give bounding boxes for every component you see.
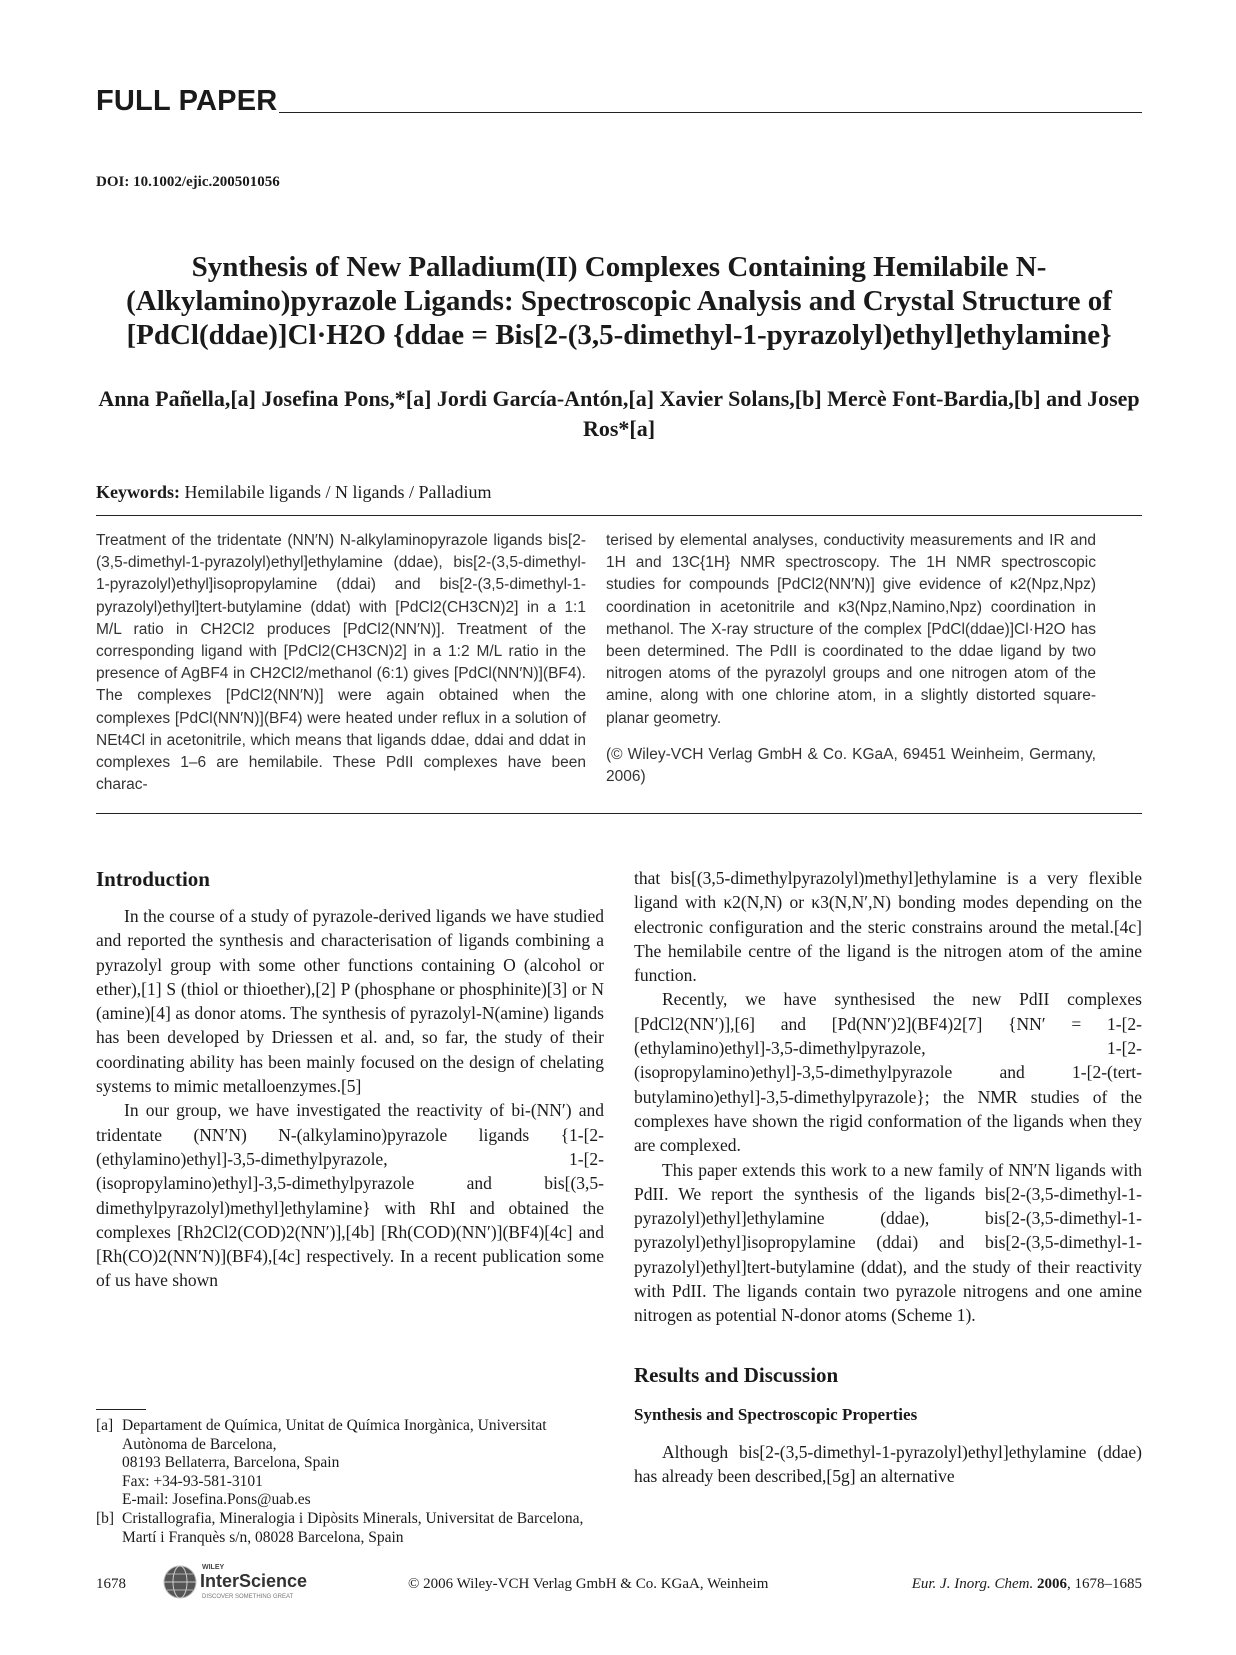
journal-name: Eur. J. Inorg. Chem. xyxy=(911,1576,1034,1592)
intro-paragraph-5: This paper extends this work to a new family of NN′N ligands with PdII. We report the synthesis of the ligands bis[2-(3,5-dimethyl-1-pyrazolyl)ethyl]ethylamine (ddae), bis[2-(3,5-dimethyl-1-pyrazolyl)ethyl]isopropylamine (ddai) and bis[2-(3,5-dimethyl-1-pyrazolyl)ethyl]tert-butylamine (ddat), and the study of their reactivity with PdII. The ligands contain two pyrazole nitrogens and one amine nitrogen as potential N-donor atoms (Scheme 1). xyxy=(634,1159,1142,1326)
abstract-text-right: terised by elemental analyses, conductivity measurements and IR and 1H and 13C{1H} NMR spectroscopy. The 1H NMR spectroscopic studies for compounds [PdCl2(NN′N)] give evidence of κ2(Npz,Npz) coordination in acetonitrile and κ3(Npz,Namino,Npz) coordination in methanol. The X-ray structure of the complex [PdCl(ddae)]Cl·H2O has been determined. The PdII is coordinated to the ddae ligand by two nitrogen atoms of the pyrazolyl groups and one nitrogen atom of the amine, along with one chlorine atom, in a slightly distorted square-planar geometry. xyxy=(606,532,1096,727)
affiliation-b-line: Martí i Franquès s/n, 08028 Barcelona, Spain xyxy=(122,1528,404,1546)
affiliation-a-email: E-mail: Josefina.Pons@uab.es xyxy=(122,1491,311,1509)
introduction-heading: Introduction xyxy=(96,867,210,891)
footer-copyright: © 2006 Wiley-VCH Verlag GmbH & Co. KGaA, Weinheim xyxy=(408,1576,769,1592)
body-left-column xyxy=(96,866,604,1293)
abstract-left-column xyxy=(96,530,586,796)
abstract-copyright: (© Wiley-VCH Verlag GmbH & Co. KGaA, 69451 Weinheim, Germany, 2006) xyxy=(606,745,1096,786)
header-rule xyxy=(279,112,1142,113)
abstract-text-left: Treatment of the tridentate (NN′N) N-alkylaminopyrazole ligands bis[2-(3,5-dimethyl-1-pyrazolyl)ethyl]ethylamine (ddae), bis[2-(3,5-dimethyl-1-pyrazolyl)ethyl]isopropylamine (ddai) and bis[2-(3,5-dimethyl-1-pyrazolyl)ethyl]tert-butylamine (ddat) with [PdCl2(CH3CN)2] in a 1:1 M/L ratio in CH2Cl2 produces [PdCl2(NN′N)]. Treatment of the corresponding ligand with [PdCl2(CH3CN)2] in a 1:2 M/L ratio in the presence of AgBF4 in CH2Cl2/methanol (6:1) gives [PdCl(NN′N)](BF4). The complexes [PdCl2(NN′N)] were again obtained when the complexes [PdCl(NN′N)](BF4) were heated under reflux in a solution of NEt4Cl in acetonitrile, which means that ligands ddae, ddai and ddat in complexes 1–6 are hemilabile. These PdII complexes have been charac- xyxy=(96,532,586,794)
affiliation-b xyxy=(96,1510,604,1547)
paper-title: Synthesis of New Palladium(II) Complexes Containing Hemilabile N-(Alkylamino)pyrazole Ligands: Spectroscopic Analysis and Crystal Structure of [PdCl(ddae)]Cl·H2O {ddae = Bis[2-(3,5-dimethyl-1-pyrazolyl)ethyl]ethylamine} xyxy=(126,251,1112,351)
abstract-right-column xyxy=(606,530,1096,788)
journal-citation xyxy=(912,1576,1142,1593)
affiliation-a xyxy=(96,1417,604,1510)
author-list: Anna Pañella,[a] Josefina Pons,*[a] Jordi García-Antón,[a] Xavier Solans,[b] Mercè Font-Bardia,[b] and Josep Ros*[a] xyxy=(98,386,1140,441)
abstract-top-rule xyxy=(96,515,1142,516)
journal-pages: , 1678–1685 xyxy=(1067,1576,1142,1592)
affiliation-a-line: Departament de Química, Unitat de Química Inorgànica, Universitat Autònoma de Barcelona, xyxy=(122,1417,547,1453)
abstract-bottom-rule xyxy=(96,813,1142,814)
logo-main-text: InterScience xyxy=(200,1571,308,1591)
affiliation-a-tag: [a] xyxy=(96,1417,114,1434)
logo-top-text: WILEY xyxy=(202,1564,225,1571)
affiliation-a-line: 08193 Bellaterra, Barcelona, Spain xyxy=(122,1454,340,1472)
synthesis-subheading: Synthesis and Spectroscopic Properties xyxy=(634,1404,918,1424)
logo-tagline: DISCOVER SOMETHING GREAT xyxy=(202,1594,294,1600)
keywords-text: Hemilabile ligands / N ligands / Palladium xyxy=(184,482,492,502)
page-number: 1678 xyxy=(96,1576,126,1592)
journal-year: 2006 xyxy=(1037,1576,1067,1592)
keywords xyxy=(96,482,491,503)
intro-paragraph-2: In our group, we have investigated the reactivity of bi-(NN′) and tridentate (NN′N) N-(alkylamino)pyrazole ligands {1-[2-(ethylamino)ethyl]-3,5-dimethylpyrazole, 1-[2-(isopropylamino)ethyl]-3,5-dimethylpyrazole and bis[(3,5-dimethylpyrazolyl)methyl]ethylamine} with RhI and obtained the complexes [Rh2Cl2(COD)2(NN′)],[4b] [Rh(COD)(NN′)](BF4)[4c] and [Rh(CO)2(NN′N)](BF4),[4c] respectively. In a recent publication some of us have shown xyxy=(96,1100,604,1291)
results-paragraph-1: Although bis[2-(3,5-dimethyl-1-pyrazolyl)ethyl]ethylamine (ddae) has already been described,[5g] an alternative xyxy=(634,1441,1142,1486)
affiliation-a-line: Fax: +34-93-581-3101 xyxy=(122,1472,263,1490)
interscience-globe-icon xyxy=(160,1558,330,1604)
intro-paragraph-3: that bis[(3,5-dimethylpyrazolyl)methyl]ethylamine is a very flexible ligand with κ2(N,N) or κ3(N,N′,N) bonding modes depending on the electronic configuration and the steric constrains around the metal.[4c] The hemilabile centre of the ligand is the nitrogen atom of the amine function. xyxy=(634,868,1142,986)
section-label: FULL PAPER xyxy=(96,85,278,117)
affiliation-b-line: Cristallografia, Mineralogia i Dipòsits Minerals, Universitat de Barcelona, xyxy=(122,1509,584,1527)
interscience-logo xyxy=(160,1558,330,1604)
footnote-rule xyxy=(96,1409,146,1410)
running-header xyxy=(96,82,1142,116)
keywords-label: Keywords: xyxy=(96,482,180,502)
results-heading: Results and Discussion xyxy=(634,1362,839,1387)
doi: DOI: 10.1002/ejic.200501056 xyxy=(96,174,280,190)
intro-paragraph-4: Recently, we have synthesised the new PdII complexes [PdCl2(NN′)],[6] and [Pd(NN′)2](BF4)2[7] {NN′ = 1-[2-(ethylamino)ethyl]-3,5-dimethylpyrazole, 1-[2-(isopropylamino)ethyl]-3,5-dimethylpyrazole and 1-[2-(tert-butylamino)ethyl]-3,5-dimethylpyrazole}; the NMR studies of the complexes have shown the rigid conformation of the ligands when they are complexed. xyxy=(634,989,1142,1156)
intro-paragraph-1: In the course of a study of pyrazole-derived ligands we have studied and reported the synthesis and characterisation of ligands combining a pyrazolyl group with some other functions containing O (alcohol or ether),[1] S (thiol or thioether),[2] P (phosphane or phosphinite)[3] or N (amine)[4] as donor atoms. The synthesis of pyrazolyl-N(amine) ligands has been developed by Driessen et al. and, so far, the study of their coordinating ability has been mainly focused on the design of chelating systems to mimic metalloenzymes.[5] xyxy=(96,906,604,1097)
affiliation-b-tag: [b] xyxy=(96,1509,115,1527)
affiliations xyxy=(96,1417,604,1547)
body-right-column xyxy=(634,866,1142,1488)
